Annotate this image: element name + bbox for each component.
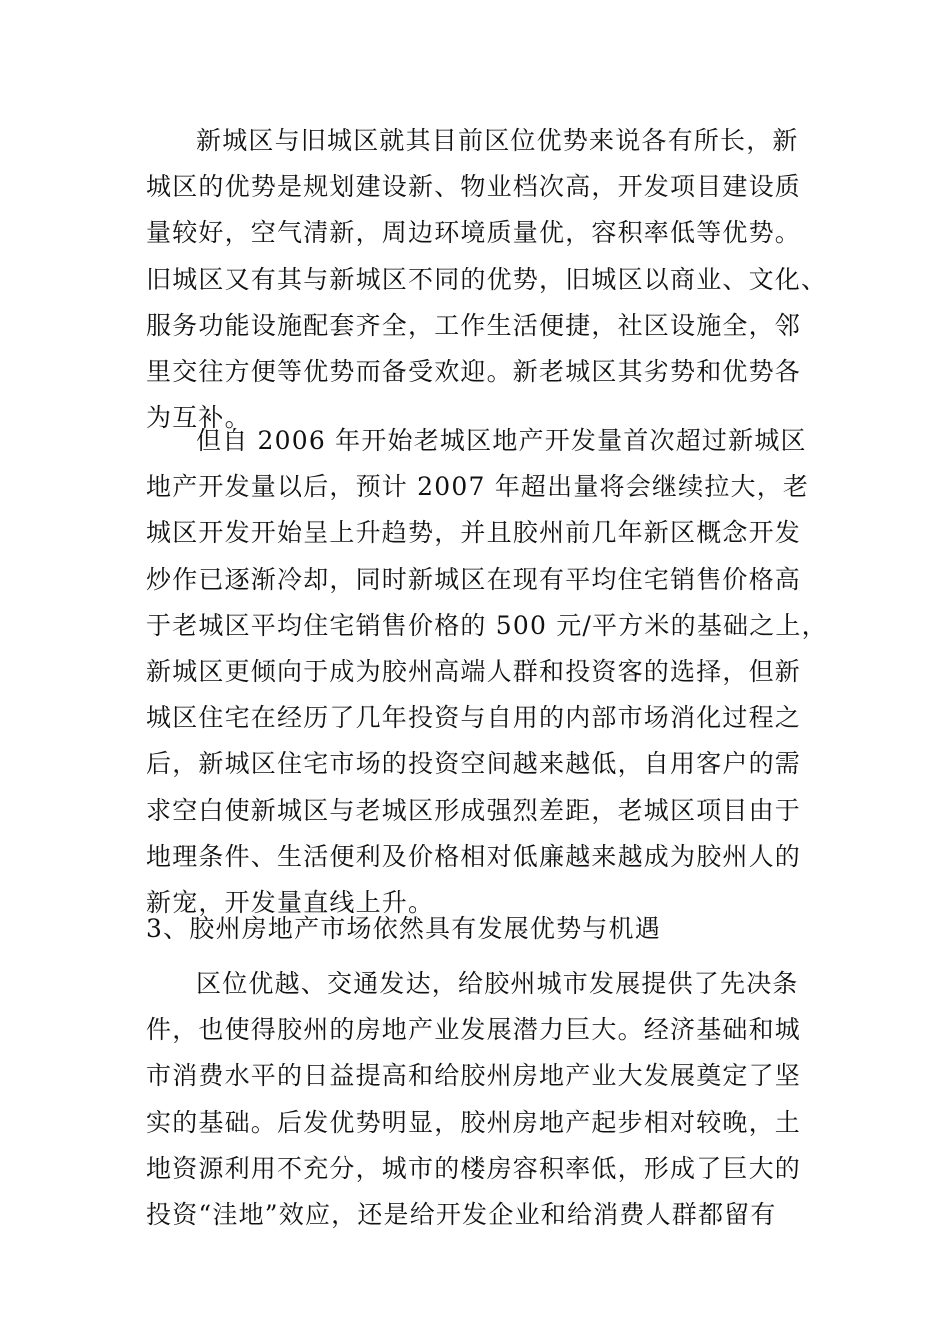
section-heading-3: 3、胶州房地产市场依然具有发展优势与机遇 [146,914,661,943]
paragraph-2-line-2: 地产开发量以后，预计 2007 年超出量将会继续拉大，老 [146,472,810,501]
paragraph-2-line-7: 城区住宅在经历了几年投资与自用的内部市场消化过程之 [146,703,802,732]
paragraph-3-line-5: 地资源利用不充分，城市的楼房容积率低，形成了巨大的 [146,1154,802,1183]
paragraph-2-line-11: 新宠，开发量直线上升。 [146,888,435,917]
paragraph-1-line-5: 服务功能设施配套齐全，工作生活便捷，社区设施全，邻 [146,311,802,340]
paragraph-1-line-2: 城区的优势是规划建设新、物业档次高，开发项目建设质 [146,172,802,201]
paragraph-2-line-9: 求空白使新城区与老城区形成强烈差距，老城区项目由于 [146,796,802,825]
paragraph-2-line-10: 地理条件、生活便利及价格相对低廉越来越成为胶州人的 [146,842,802,871]
paragraph-2-line-5: 于老城区平均住宅销售价格的 500 元/平方米的基础之上， [146,611,828,640]
paragraph-2-line-3: 城区开发开始呈上升趋势，并且胶州前几年新区概念开发 [146,518,802,547]
paragraph-2-line-4: 炒作已逐渐冷却，同时新城区在现有平均住宅销售价格高 [146,565,802,594]
paragraph-3-line-6: 投资“洼地”效应，还是给开发企业和给消费人群都留有 [146,1200,777,1229]
paragraph-3-line-1: 区位优越、交通发达，给胶州城市发展提供了先决条 [196,969,799,998]
paragraph-2-line-8: 后，新城区住宅市场的投资空间越来越低，自用客户的需 [146,749,802,778]
paragraph-2-line-6: 新城区更倾向于成为胶州高端人群和投资客的选择，但新 [146,657,802,686]
paragraph-1-line-3: 量较好，空气清新，周边环境质量优，容积率低等优势。 [146,218,802,247]
paragraph-2-line-1: 但自 2006 年开始老城区地产开发量首次超过新城区 [196,426,807,455]
paragraph-3-line-3: 市消费水平的日益提高和给胶州房地产业大发展奠定了坚 [146,1061,802,1090]
paragraph-1-line-6: 里交往方便等优势而备受欢迎。新老城区其劣势和优势各 [146,357,802,386]
paragraph-1-line-7: 为互补。 [146,403,251,432]
paragraph-3-line-2: 件，也使得胶州的房地产业发展潜力巨大。经济基础和城 [146,1015,802,1044]
paragraph-1-line-1: 新城区与旧城区就其目前区位优势来说各有所长，新 [196,126,799,155]
paragraph-1-line-4: 旧城区又有其与新城区不同的优势，旧城区以商业、文化、 [146,265,828,294]
paragraph-3-line-4: 实的基础。后发优势明显，胶州房地产起步相对较晚，土 [146,1108,802,1137]
